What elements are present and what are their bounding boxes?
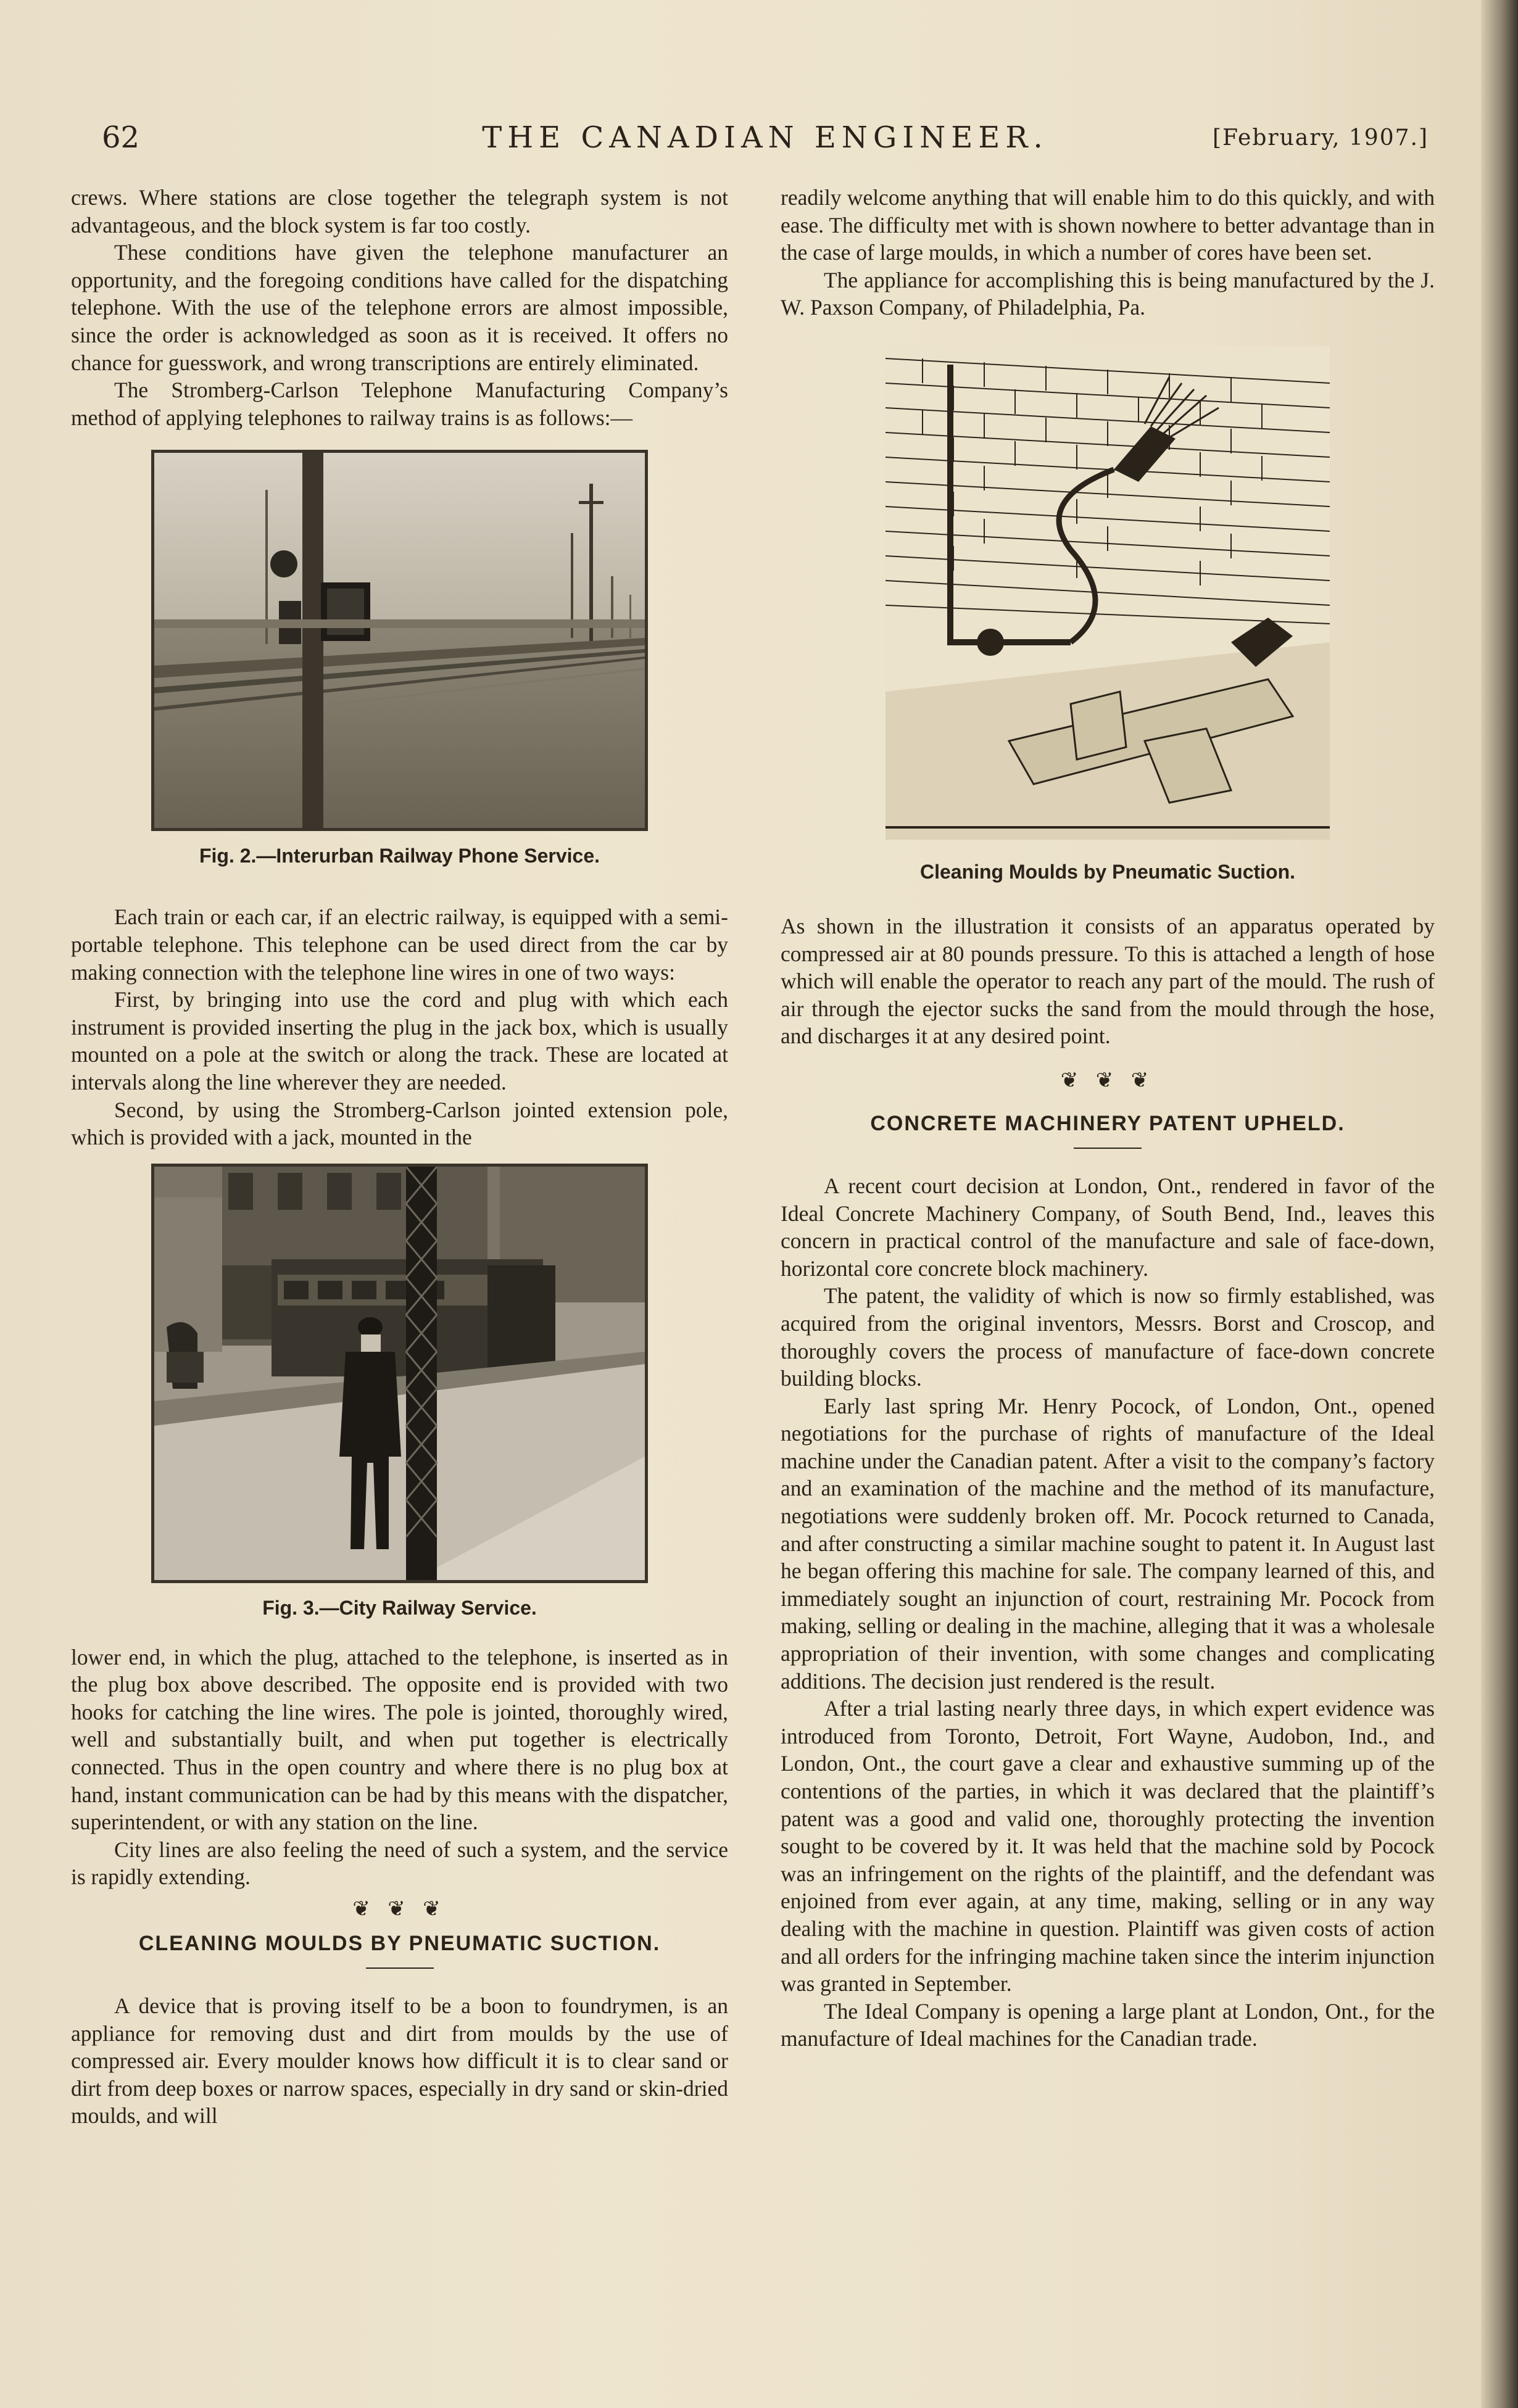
running-header [102,120,1429,170]
paragraph: The Ideal Company is opening a large plant at London, Ont., for the manufacture of Ideal machines for the Canadian trade. [781,1998,1435,2051]
section-title-cleaning-moulds: CLEANING MOULDS BY PNEUMATIC SUCTION. [138,1932,661,1956]
section-ornament: ❦ ❦ ❦ [352,1898,447,1921]
section-ornament: ❦ ❦ ❦ [1060,1069,1155,1092]
paragraph: readily welcome anything that will enable him to do this quickly, and with ease. The difficulty met with is shown nowhere to better advantage than in the case of large moulds, in which a number of cores have been set. [781,185,1435,265]
paragraph: As shown in the illustration it consists of an apparatus operated by compressed air at 80 pounds pressure. To this is attached a length of hose which will enable the operator to reach any part of the mould. The rush of air through the ejector sucks the sand from the mould through the hose, and discharges it at any desired point. [781,913,1435,1049]
section-title-concrete-patent: CONCRETE MACHINERY PATENT UPHELD. [870,1111,1345,1135]
paragraph: The appliance for accomplishing this is being manufactured by the J. W. Paxson Company, of Philadelphia, Pa. [781,267,1435,320]
fig2-caption: Fig. 2.—Interurban Railway Phone Service. [199,845,600,867]
paragraph: First, by bringing into use the cord and plug with which each instrument is provided inserting the plug in the jack box, which is usually mounted on a pole at the switch or along the track. These are located at intervals along the line wherever they are needed. [71,987,728,1094]
paragraph: A device that is proving itself to be a boon to foundrymen, is an appliance for removing dust and dirt from moulds by the use of compressed air. Every moulder knows how difficult it is to clear sand or dirt from deep boxes or narrow spaces, especially in dry sand or skin-dried moulds, and will [71,1993,728,2129]
paragraph: Each train or each car, if an electric railway, is equipped with a semi-portable telephone. This telephone can be used direct from the car by making connection with the telephone line wires in one of two ways: [71,904,728,985]
binding-shadow [1481,0,1518,2408]
journal-title: THE CANADIAN ENGINEER. [482,120,1048,155]
fig3-caption: Fig. 3.—City Railway Service. [262,1596,537,1619]
title-rule [1074,1148,1142,1149]
fig2-photo-interurban [151,450,648,831]
paragraph: lower end, in which the plug, attached to the telephone, is inserted as in the plug box above described. The opposite end is provided with two hooks for catching the line wires. The pole is jointed, thoroughly wired, well and substantially built, and when put together is electrically connected. Thus in the open country and where there is no plug box at hand, instant communication can be had by this means with the dispatcher, superintendent, or with any station on the line. [71,1644,728,1835]
paragraph: crews. Where stations are close together the telegraph system is not advantageous, and the block system is far too costly. [71,185,728,238]
paragraph: The patent, the validity of which is now so firmly established, was acquired from the original inventors, Messrs. Borst and Croscop, and thoroughly covers the process of manufacture of face-down concrete building blocks. [781,1283,1435,1391]
right-column [781,184,1435,2053]
paragraph: These conditions have given the telephone manufacturer an opportunity, and the foregoing conditions have called for the dispatching telephone. With the use of the telephone errors are almost impossible, since the order is acknowledged as soon as it is received. It offers no chance for guesswork, and wrong transcriptions are entirely eliminated. [71,240,728,375]
paragraph: City lines are also feeling the need of such a system, and the service is rapidly extending. [71,1837,728,1890]
title-rule [366,1967,434,1969]
figure-caption-cleaning-moulds: Cleaning Moulds by Pneumatic Suction. [919,860,1296,883]
paragraph: Second, by using the Stromberg-Carlson jointed extension pole, which is provided with a jack, mounted in the [71,1097,728,1150]
paragraph: After a trial lasting nearly three days, in which expert evidence was introduced from Toronto, Detroit, Fort Wayne, Audobon, Ind., and London, Ont., the court gave a clear and exhaustive summing up of the contentions of the parties, in which it was declared that the plaintiff’s patent was a good and valid one, thoroughly protecting the invention sought to be covered by it. It was held that the machine sold by Pocock was an infringement on the rights of the plaintiff, and the defendant was enjoined from ever again, at any time, making, selling or in any way dealing with the machine in question. Plaintiff was given costs of action and all orders for the infringing machine taken since the interim injunction was granted in September. [781,1696,1435,1996]
engraving-pneumatic-suction [886,346,1330,840]
issue-date: [February, 1907.] [1212,125,1429,151]
paragraph: Early last spring Mr. Henry Pocock, of London, Ont., opened negotiations for the purchase of rights of manufacture of the Ideal machine under the Canadian patent. After a visit to the company’s factory and an examination of the machine and the method of its manufacture, negotiations were suddenly broken off. Mr. Pocock returned to Canada, and after constructing a similar machine sought to patent it. In August last he began offering this machine for sale. The company learned of this, and immediately sought an injunction of court, restraining Mr. Pocock from making, selling or dealing in the machine, alleging that it was a wholesale appropriation of their invention, with some changes and complicating additions. The decision just rendered is the result. [781,1393,1435,1694]
left-column [71,184,728,2130]
page-number: 62 [102,120,140,155]
paragraph: A recent court decision at London, Ont., rendered in favor of the Ideal Concrete Machinery Company, of South Bend, Ind., leaves this concern in practical control of the manufacture and sale of face-down, horizontal core concrete block machinery. [781,1173,1435,1281]
fig3-photo-city-railway [151,1164,648,1583]
paragraph: The Stromberg-Carlson Telephone Manufacturing Company’s method of applying telephones to railway trains is as follows:— [71,378,728,430]
